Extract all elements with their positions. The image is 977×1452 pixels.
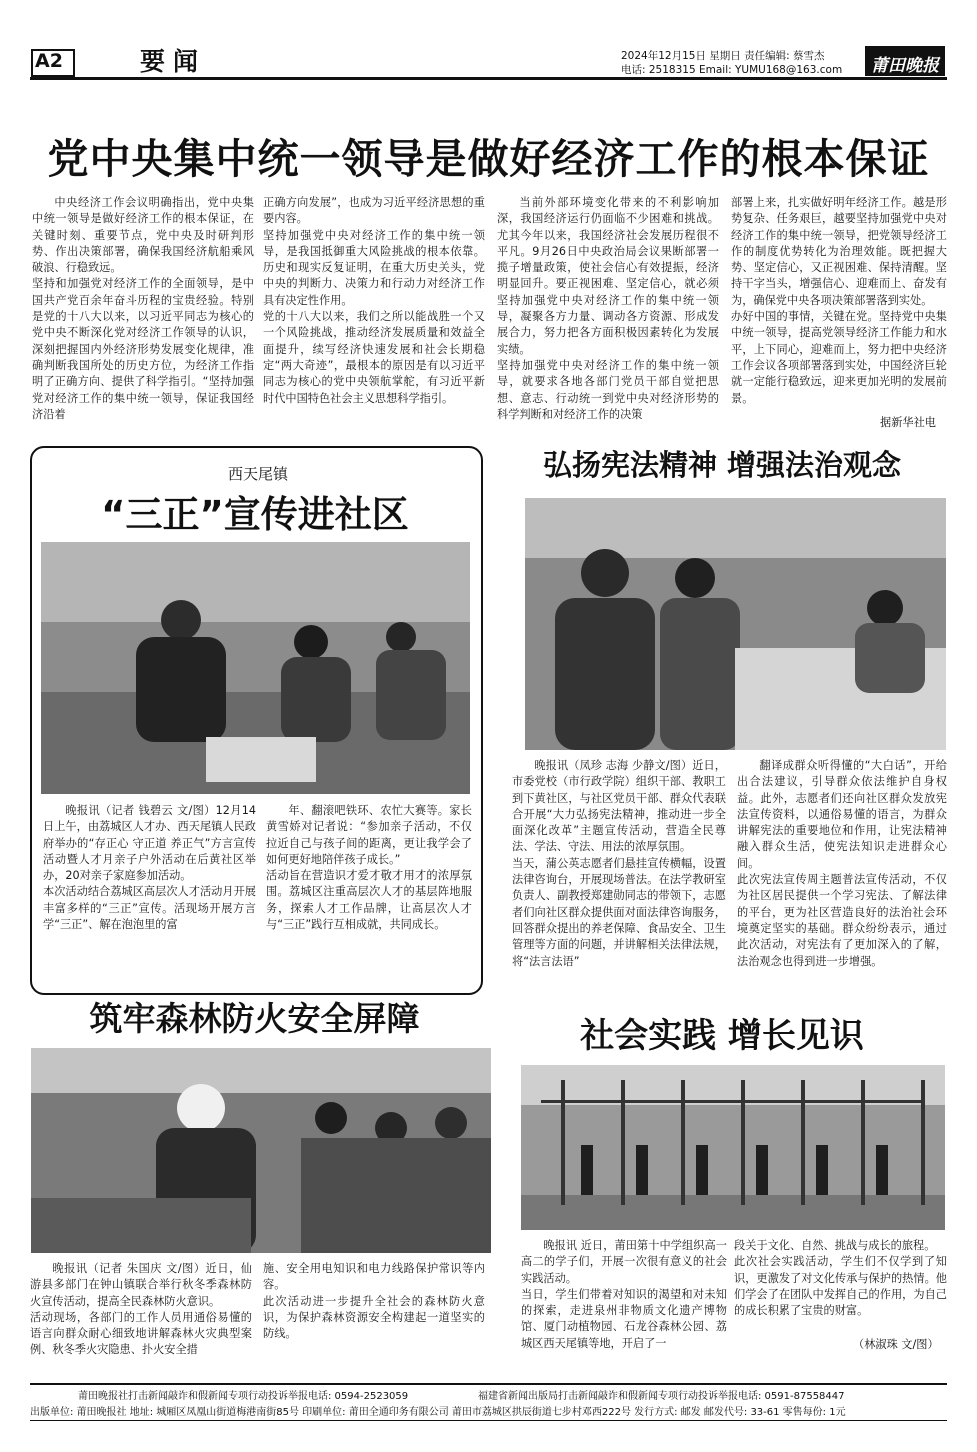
sanzheng-headline: “三正”宣传进社区 [101, 493, 409, 536]
photo-fire-publicity [31, 1048, 491, 1253]
lead-source: 据新华社电 [880, 416, 936, 429]
header-rule [30, 77, 947, 80]
footer-line-1-right: 福建省新闻出版局打击新闻敲诈和假新闻专项行动投诉举报电话: 0591-87558447 [478, 1391, 845, 1402]
practice-col-2: 段关于文化、自然、挑战与成长的旅程。 此次社会实践活动，学生们不仅学到了知识，更激发了对文化传承与保护的热情。他们学会了在团队中发挥自己的作用，为自己的成长积累了宝贵的财富。 [734, 1239, 947, 1318]
xianfa-col-1: 晚报讯（凤珍 志海 少静文/图）近日，市委党校（市行政学院）组织干部、教职工到下黄社区，与社区党员干部、群众代表联合开展“大力弘扬宪法精神，推动进一步全面深化改革”主题宣传活动，营造全民尊法、学法、守法、用法的浓厚氛围。 当天，蒲公英志愿者们悬挂宣传横幅，设置法律咨询台，开展现场普法。在法学教研室负责人、副教授郑建勋同志的带领下，志愿者们向社区群众提供面对面法律咨询服务，回答群众提出的养老保障、食品安全、卫生管理等方面的问题，并讲解相关法律法规，将“法言法语” [512, 759, 726, 968]
header-contact: 电话: 2518315 Email: YUMU168@163.com [621, 64, 843, 76]
photo-law-desk [525, 498, 946, 750]
sanzheng-col-1: 晚报讯（记者 钱碧云 文/图）12月14日上午，由荔城区人才办、西天尾镇人民政府举办的“存正心 守正道 养正气”方言宣传活动暨人才月亲子户外活动在后黄社区举办，20对亲子家庭参加活动。 本次活动结合荔城区高层次人才活动月开展丰富多样的“三正”宣传。活现场开展方言学“三正”、解在泡泡里的富 [43, 804, 256, 932]
footer-line-1-left: 莆田晚报社打击新闻敲诈和假新闻专项行动投诉举报电话: 0594-2523059 [78, 1391, 409, 1402]
lead-col-2: 正确方向发展”，也成为习近平经济思想的重要内容。 坚持加强党中央对经济工作的集中统一领导，是我国抵御重大风险挑战的根本依靠。历史和现实反复证明，在重大历史关头，党中央的判断力、决策力和行动力对经济工作具有决定性作用。 党的十八大以来，我们之所以能战胜一个又一个风险挑战，推动经济发展质量和效益全面提升，续写经济快速发展和社会长期稳定“两大奇迹”，最根本的原因是有以习近平同志为核心的党中央领航掌舵，有习近平新时代中国特色社会主义思想科学指引。 [263, 196, 485, 405]
footer-rule-bottom [30, 1420, 947, 1421]
practice-source: （林淑珠 文/图） [853, 1338, 939, 1351]
header-date: 2024年12月15日 星期日 责任编辑: 蔡雪杰 [621, 50, 825, 62]
lead-col-1: 中央经济工作会议明确指出，党中央集中统一领导是做好经济工作的根本保证，在关键时刻、重要节点，党中央及时研判形势、作出决策部署，确保我国经济航船乘风破浪、行稳致远。 坚持和加强党对经济工作的全面领导，是中国共产党百余年奋斗历程的宝贵经验。特别是党的十八大以来，以习近平同志为核心的党中央不断深化党对经济工作领导的认识，深刻把握国内外经济形势发展变化规律，准确判断我国所处的历史方位，为经济工作指明了正确方向、提供了科学指引。“坚持加强党对经济工作的集中统一领导，保证我国经济沿着 [32, 196, 254, 421]
forest-headline: 筑牢森林防火安全屏障 [89, 999, 420, 1038]
sanzheng-kicker: 西天尾镇 [228, 465, 289, 483]
masthead-text: 莆田晚报 [871, 56, 939, 76]
practice-col-1: 晚报讯 近日，莆田第十中学组织高一高二的学子们，开展一次很有意义的社会实践活动。 当日，学生们带着对知识的渴望和对未知的探索，走进泉州非物质文化遗产博物馆、厦门动植物园、石龙谷森林公园、荔城区西天尾镇等地，开启了一 [521, 1239, 727, 1350]
photo-children-activity [41, 542, 470, 794]
section-name: 要闻 [140, 47, 207, 76]
xianfa-col-2: 翻译成群众听得懂的“大白话”，开给出合法建议，引导群众依法维护自身权益。此外，志愿者们还向社区群众发放宪法宣传资料，以通俗易懂的语言，为群众讲解宪法的重要地位和作用，让宪法精神融入群众生活，使宪法知识走进群众心间。 此次宪法宣传周主题普法宣传活动，不仅为社区居民提供一个学习宪法、了解法律的平台，更为社区营造良好的法治社会环境奠定坚实的基础。群众纷纷表示，通过此次活动，对宪法有了更加深入的了解，法治观念也得到进一步增强。 [737, 759, 947, 968]
page-label: A2 [35, 50, 63, 72]
lead-col-4: 部署上来，扎实做好明年经济工作。越是形势复杂、任务艰巨，越要坚持加强党中央对经济工作的集中统一领导，把党领导经济工作的制度优势转化为治理效能。既把握大势、坚定信心，又正视困难、保持清醒。坚持干字当头，增强信心、迎难而上、奋发有为，确保党中央各项决策部署落到实处。 办好中国的事情，关键在党。坚持党中央集中统一领导，提高党领导经济工作能力和水平，上下同心，迎难而上，努力把中央经济工作会议各项部署落到实处，中国经济巨轮就一定能行稳致远，迎来更加光明的发展前景。 [731, 196, 947, 405]
footer-rule-top [30, 1383, 947, 1385]
lead-col-3: 当前外部环境变化带来的不利影响加深，我国经济运行仍面临不少困难和挑战。尤其今年以来，我国经济社会发展历程很不平凡。9月26日中央政治局会议果断部署一揽子增量政策，使社会信心有效提振，经济明显回升。要正视困难、坚定信心，就必须坚持加强党中央对经济工作的集中统一领导，凝聚各方力量、调动各方资源、形成发展合力，努力把各方面积极因素转化为发展实绩。 坚持加强党中央对经济工作的集中统一领导，就要求各地各部门党员干部自觉把思想、意志、行动统一到党中央对经济形势的科学判断和对经济工作的决策 [497, 196, 719, 421]
xianfa-headline: 弘扬宪法精神 增强法治观念 [542, 448, 902, 482]
photo-students-outdoor [521, 1065, 945, 1230]
practice-headline: 社会实践 增长见识 [580, 1016, 864, 1056]
forest-col-1: 晚报讯（记者 朱国庆 文/图）近日，仙游县多部门在钟山镇联合举行秋冬季森林防火宣传活动，提高全民森林防火意识。 活动现场，各部门的工作人员用通俗易懂的语言向群众耐心细致地讲解森林火灾典型案例、秋冬季火灾隐患、扑火安全措 [30, 1262, 252, 1357]
lead-headline: 党中央集中统一领导是做好经济工作的根本保证 [47, 135, 930, 183]
footer-line-2: 出版单位: 莆田晚报社 地址: 城厢区凤凰山街道梅港南街85号 印刷单位: 莆田全通印务有限公司 莆田市荔城区拱辰街道七步村邓西222号 发行方式: 邮发 邮发代号: 33-61 零售每份: 1元 [30, 1407, 846, 1418]
sanzheng-col-2: 年、翻滚吧铁环、农忙大赛等。家长黄雪娇对记者说：“参加亲子活动，不仅拉近自己与孩子间的距离，更让我学会了如何更好地陪伴孩子成长。” 活动旨在营造识才爱才敬才用才的浓厚氛围。荔城区注重高层次人才的基层阵地服务，探索人才工作品牌，让高层次人才与“三正”践行互相成就，共同成长。 [266, 804, 472, 932]
forest-col-2: 施、安全用电知识和电力线路保护常识等内容。 此次活动进一步提升全社会的森林防火意识，为保护森林资源安全构建起一道坚实的防线。 [263, 1262, 485, 1341]
